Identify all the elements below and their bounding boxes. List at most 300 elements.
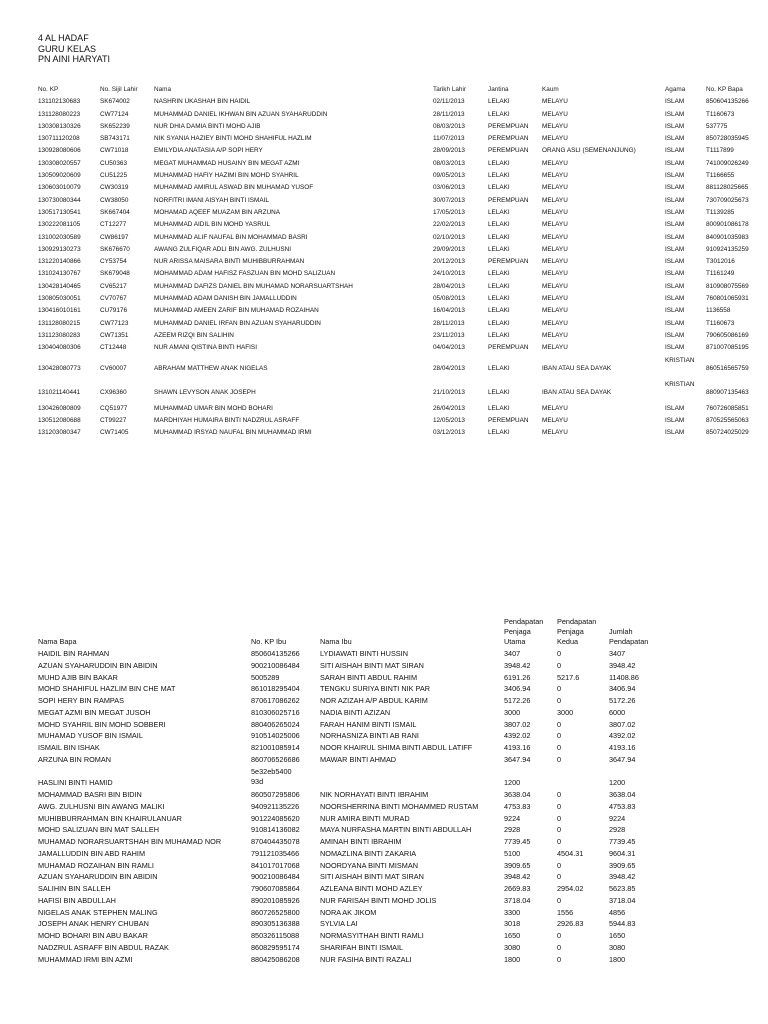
cell-kaum: MELAYU: [542, 122, 568, 130]
cell-no-kp-bapa: T1139285: [706, 208, 735, 216]
table-row: [0, 649, 768, 661]
cell-no-kp: 130603010079: [38, 184, 81, 192]
cell-no-kp-ibu: 910514025006: [251, 731, 300, 741]
cell-nama-bapa: MOHD SALIZUAN BIN MAT SALLEH: [38, 825, 159, 835]
cell-pendapatan-kedua: 0: [557, 872, 562, 882]
cell-no-sijil-lahir: SK652239: [100, 122, 130, 130]
table-row: [0, 743, 768, 755]
cell-no-kp-bapa: T1166655: [706, 172, 735, 180]
cell-agama: ISLAM: [665, 98, 685, 106]
cell-no-kp-ibu: 910814136082: [251, 825, 300, 835]
cell-no-sijil-lahir: CW71405: [100, 429, 129, 437]
cell-nama-ibu: NORMASYITHAH BINTI RAMLI: [320, 931, 424, 940]
cell-nama-ibu: MAWAR BINTI AHMAD: [320, 754, 397, 764]
table-row: [0, 332, 768, 344]
cell-pendapatan-kedua: 5217.6: [557, 672, 580, 682]
table-row: [0, 357, 768, 381]
table-row: [0, 837, 768, 849]
cell-pendapatan-utama: 3018: [504, 919, 521, 929]
cell-nama-bapa: MUHAMMAD IRMI BIN AZMI: [38, 954, 133, 964]
cell-jumlah-pendapatan: 3638.04: [609, 790, 636, 799]
cell-tarikh-lahir: 08/03/2013: [433, 159, 465, 167]
cell-nama: MUHAMMAD HAFIY HAZIMI BIN MOHD SYAHRIL: [154, 172, 299, 180]
cell-jumlah-pendapatan: 1800: [609, 954, 626, 964]
table-row: [0, 849, 768, 861]
cell-kaum: MELAYU: [542, 221, 568, 229]
cell-no-kp: 130517130541: [38, 208, 81, 216]
cell-agama: ISLAM: [665, 319, 685, 327]
cell-pendapatan-kedua: 0: [557, 660, 562, 670]
cell-nama-bapa: ISMAIL BIN ISHAK: [38, 743, 100, 752]
cell-jantina: PEREMPUAN: [488, 135, 529, 143]
cell-pendapatan-utama: 3407: [504, 649, 521, 658]
header-tarikh-lahir: Tarikh Lahir: [433, 86, 467, 93]
cell-nama: MUHAMMAD DANIEL IRFAN BIN AZUAN SYAHARUDDIN: [154, 319, 321, 327]
cell-nama-bapa: MEGAT AZMI BIN MEGAT JUSOH: [38, 707, 151, 717]
cell-nama-bapa: MUHAMAD YUSOF BIN ISMAIL: [38, 731, 143, 741]
cell-kaum: MELAYU: [542, 98, 568, 106]
cell-jumlah-pendapatan: 3407: [609, 649, 626, 658]
cell-pendapatan-kedua: 3000: [557, 707, 574, 717]
cell-nama: MOHAMAD AQEEF MUAZAM BIN ARZUNA: [154, 208, 281, 216]
cell-pendapatan-kedua: 0: [557, 649, 562, 658]
cell-tarikh-lahir: 28/04/2013: [433, 282, 465, 290]
cell-pendapatan-kedua: 0: [557, 942, 562, 952]
table-row: [0, 320, 768, 332]
cell-kaum: MELAYU: [542, 172, 568, 180]
cell-nama-ibu: FARAH HANIM BINTI ISMAIL: [320, 719, 417, 729]
cell-no-kp: 131102130683: [38, 98, 81, 106]
cell-no-kp: 131123080283: [38, 331, 81, 339]
cell-nama-bapa: SALIHIN BIN SALLEH: [38, 884, 111, 893]
cell-tarikh-lahir: 21/10/2013: [433, 388, 465, 396]
cell-nama-bapa: HAFISI BIN ABDULLAH: [38, 895, 116, 905]
cell-pendapatan-kedua: 4504.31: [557, 848, 584, 858]
cell-nama-bapa: NIGELAS ANAK STEPHEN MALING: [38, 907, 158, 917]
cell-no-sijil-lahir: CW86197: [100, 233, 129, 241]
cell-no-kp: 130308130326: [38, 122, 81, 130]
cell-pendapatan-utama: 9224: [504, 813, 521, 823]
cell-kaum: MELAYU: [542, 196, 568, 204]
cell-tarikh-lahir: 03/06/2013: [433, 184, 465, 192]
table-row: [0, 919, 768, 931]
cell-pendapatan-kedua: 2954.02: [557, 884, 584, 893]
class-name: 4 AL HADAF: [38, 33, 89, 43]
table-row: [0, 307, 768, 319]
table-row: [0, 295, 768, 307]
cell-jantina: LELAKI: [488, 331, 510, 339]
cell-jumlah-pendapatan: 6000: [609, 707, 626, 717]
table-row: [0, 111, 768, 123]
cell-nama-ibu: AZLEANA BINTI MOHD AZLEY: [320, 884, 423, 893]
header-no-kp-ibu: No. KP Ibu: [251, 637, 287, 646]
cell-tarikh-lahir: 09/05/2013: [433, 172, 465, 180]
cell-jantina: PEREMPUAN: [488, 344, 529, 352]
table-row: [0, 943, 768, 955]
cell-agama: ISLAM: [665, 295, 685, 303]
cell-jantina: LELAKI: [488, 388, 510, 396]
cell-no-sijil-lahir: CW30319: [100, 184, 129, 192]
cell-nama-bapa: SOPI HERY BIN RAMPAS: [38, 696, 124, 705]
parents-table: [0, 613, 768, 966]
cell-no-kp-ibu: 900210086484: [251, 872, 300, 882]
cell-pendapatan-utama: 3718.04: [504, 895, 531, 905]
cell-pendapatan-utama: 4392.02: [504, 731, 531, 741]
cell-pendapatan-kedua: 0: [557, 743, 562, 752]
cell-nama-ibu: NUR FARISAH BINTI MOHD JOLIS: [320, 895, 437, 905]
table-row: [0, 429, 768, 441]
cell-kaum: MELAYU: [542, 159, 568, 167]
cell-pendapatan-kedua: 0: [557, 837, 562, 846]
table-row: [0, 802, 768, 814]
cell-no-sijil-lahir: CV65217: [100, 282, 127, 290]
cell-no-kp: 130509020609: [38, 172, 81, 180]
cell-jantina: LELAKI: [488, 364, 510, 372]
cell-nama: MUHAMMAD IRSYAD NAUFAL BIN MUHAMMAD IRMI: [154, 429, 312, 437]
cell-no-kp-ibu: 890201085926: [251, 895, 300, 905]
cell-kaum: MELAYU: [542, 319, 568, 327]
header-jantina: Jantina: [488, 86, 509, 93]
cell-no-kp: 131203080347: [38, 429, 81, 437]
cell-agama: ISLAM: [665, 307, 685, 315]
table-row: [0, 720, 768, 732]
cell-nama: NUR DHIA DAMIA BINTI MOHD AJIB: [154, 122, 261, 130]
cell-no-sijil-lahir: CX96360: [100, 388, 127, 396]
cell-nama-ibu: LYDIAWATI BINTI HUSSIN: [320, 649, 408, 658]
cell-no-kp-bapa: 881128025665: [706, 184, 749, 192]
cell-nama-bapa: NADZRUL ASRAFF BIN ABDUL RAZAK: [38, 942, 169, 952]
cell-nama-bapa: HASLINI BINTI HAMID: [38, 777, 113, 787]
cell-no-sijil-lahir: SK676670: [100, 245, 130, 253]
cell-no-kp: 131021140441: [38, 388, 81, 396]
cell-jumlah-pendapatan: 3807.02: [609, 719, 636, 729]
cell-kaum: MELAYU: [542, 404, 568, 412]
cell-agama: ISLAM: [665, 416, 685, 424]
cell-nama-bapa: MUHAMAD ROZAIHAN BIN RAMLI: [38, 860, 154, 870]
cell-no-kp: 131002030589: [38, 233, 81, 241]
table-row: [0, 896, 768, 908]
cell-jumlah-pendapatan: 11408.86: [609, 672, 639, 682]
cell-nama: EMILYDIA ANATASIA A/P SOPI HERY: [154, 147, 263, 155]
cell-no-kp-ibu: 860507295806: [251, 790, 300, 799]
cell-jumlah-pendapatan: 3909.65: [609, 860, 636, 870]
header-no-sijil-lahir: No. Sijil Lahir: [100, 86, 138, 93]
cell-pendapatan-kedua: 0: [557, 754, 562, 764]
table-row: [0, 755, 768, 767]
cell-agama: ISLAM: [665, 122, 685, 130]
cell-tarikh-lahir: 16/04/2013: [433, 307, 465, 315]
table-row: [0, 258, 768, 270]
cell-agama: ISLAM: [665, 159, 685, 167]
cell-no-sijil-lahir: CQ51977: [100, 404, 128, 412]
cell-no-kp-bapa: 871007085195: [706, 344, 749, 352]
cell-nama-bapa: ARZUNA BIN ROMAN: [38, 754, 111, 764]
cell-no-kp-ibu: 880406265024: [251, 719, 300, 729]
cell-no-sijil-lahir: CW71351: [100, 331, 129, 339]
cell-pendapatan-kedua: 0: [557, 825, 562, 835]
students-table-header: [0, 86, 768, 98]
cell-no-kp: 130428140465: [38, 282, 81, 290]
cell-no-kp-ibu: 791121035466: [251, 848, 300, 858]
cell-no-kp-bapa: 810908075569: [706, 282, 749, 290]
cell-jantina: PEREMPUAN: [488, 196, 529, 204]
cell-jantina: PEREMPUAN: [488, 416, 529, 424]
cell-jumlah-pendapatan: 7739.45: [609, 837, 636, 846]
cell-tarikh-lahir: 28/04/2013: [433, 364, 465, 372]
cell-no-kp-bapa: 870525565063: [706, 416, 749, 424]
cell-nama: MUHAMMAD AIDIL BIN MOHD YASRUL: [154, 221, 270, 229]
cell-no-sijil-lahir: CV70767: [100, 295, 127, 303]
cell-jantina: LELAKI: [488, 282, 510, 290]
cell-no-kp: 130428080773: [38, 364, 81, 372]
table-row: [0, 246, 768, 258]
cell-no-kp-bapa: T1161249: [706, 270, 735, 278]
teacher-name: PN AINI HARYATI: [38, 54, 111, 64]
table-row: [0, 405, 768, 417]
cell-pendapatan-utama: 1800: [504, 954, 521, 964]
table-row: [0, 98, 768, 110]
cell-nama-ibu: NOORDYANA BINTI MISMAN: [320, 860, 418, 870]
cell-jantina: LELAKI: [488, 245, 510, 253]
cell-nama-ibu: NUR AMIRA BINTI MURAD: [320, 813, 410, 823]
cell-kaum: MELAYU: [542, 429, 568, 437]
cell-no-kp: 130426080809: [38, 404, 81, 412]
cell-jumlah-pendapatan: 3948.42: [609, 872, 636, 882]
cell-pendapatan-utama: 3300: [504, 907, 521, 917]
table-row: [0, 708, 768, 720]
cell-jantina: LELAKI: [488, 110, 510, 118]
table-row: [0, 884, 768, 896]
cell-nama-ibu: NOR AZIZAH A/P ABDUL KARIM: [320, 696, 428, 705]
cell-kaum: MELAYU: [542, 184, 568, 192]
cell-nama: MARDHIYAH HUMAIRA BINTI NADZRUL ASRAFF: [154, 416, 300, 424]
table-row: [0, 147, 768, 159]
cell-nama-ibu: NORHASNIZA BINTI AB RANI: [320, 731, 419, 741]
cell-no-kp-bapa: 850724025029: [706, 429, 749, 437]
table-row: [0, 234, 768, 246]
cell-nama-ibu: NUR FASIHA BINTI RAZALI: [320, 954, 412, 964]
cell-no-kp-bapa: 840901035983: [706, 233, 749, 241]
table-row: [0, 197, 768, 209]
cell-jantina: PEREMPUAN: [488, 147, 529, 155]
cell-pendapatan-utama: 2669.83: [504, 884, 531, 893]
cell-tarikh-lahir: 11/07/2013: [433, 135, 465, 143]
cell-nama-ibu: AMINAH BINTI IBRAHIM: [320, 837, 402, 846]
cell-no-kp-ibu: 860726525800: [251, 907, 300, 917]
cell-no-kp: 130711120208: [38, 135, 80, 143]
table-row: [0, 684, 768, 696]
cell-no-kp: 130929130273: [38, 245, 81, 253]
cell-tarikh-lahir: 23/11/2013: [433, 331, 465, 339]
table-row: [0, 184, 768, 196]
cell-tarikh-lahir: 29/09/2013: [433, 245, 465, 253]
cell-pendapatan-utama: 3647.94: [504, 754, 531, 764]
cell-tarikh-lahir: 02/11/2013: [433, 98, 465, 106]
cell-no-kp-ibu: 870404435078: [251, 837, 300, 846]
cell-nama-bapa: JAMALLUDDIN BIN ABD RAHIM: [38, 848, 146, 858]
cell-nama-ibu: NIK NORHAYATI BINTI IBRAHIM: [320, 790, 429, 799]
header-no-kp-bapa: No. KP Bapa: [706, 86, 743, 93]
cell-agama: ISLAM: [665, 258, 685, 266]
cell-agama: ISLAM: [665, 344, 685, 352]
cell-no-kp-bapa: 741009026249: [706, 159, 749, 167]
cell-no-kp-ibu: 5e32eb540093d: [251, 766, 292, 786]
cell-nama-ibu: NOMAZLINA BINTI ZAKARIA: [320, 848, 417, 858]
cell-pendapatan-kedua: 0: [557, 684, 562, 694]
cell-tarikh-lahir: 12/05/2013: [433, 416, 465, 424]
cell-no-kp: 131128080223: [38, 110, 81, 118]
cell-nama: MUHAMMAD UMAR BIN MOHD BOHARI: [154, 404, 273, 412]
cell-no-sijil-lahir: CU79176: [100, 307, 128, 315]
cell-no-kp: 130805030051: [38, 295, 81, 303]
cell-pendapatan-utama: 3638.04: [504, 790, 531, 799]
cell-pendapatan-kedua: 0: [557, 790, 562, 799]
cell-jantina: LELAKI: [488, 221, 510, 229]
cell-jantina: PEREMPUAN: [488, 122, 529, 130]
header-nama-bapa: Nama Bapa: [38, 637, 77, 646]
cell-agama: ISLAM: [665, 208, 685, 216]
cell-kaum: IBAN ATAU SEA DAYAK: [542, 364, 612, 372]
table-row: [0, 209, 768, 221]
table-row: [0, 931, 768, 943]
cell-tarikh-lahir: 28/09/2013: [433, 147, 465, 155]
cell-no-kp-bapa: T1160673: [706, 110, 735, 118]
cell-jantina: LELAKI: [488, 233, 510, 241]
header-no-kp: No. KP: [38, 86, 59, 93]
cell-jumlah-pendapatan: 9224: [609, 813, 626, 823]
cell-no-sijil-lahir: CT12448: [100, 344, 127, 352]
cell-no-sijil-lahir: CU51225: [100, 172, 128, 180]
cell-agama: KRISTIAN: [665, 356, 695, 364]
table-row: [0, 673, 768, 685]
table-row: [0, 344, 768, 356]
cell-kaum: ORANG ASLI (SEMENANJUNG): [542, 147, 636, 155]
cell-nama: MOHAMMAD ADAM HAFISZ FASZUAN BIN MOHD SALIZUAN: [154, 270, 336, 278]
cell-tarikh-lahir: 28/11/2013: [433, 110, 465, 118]
cell-no-kp: 130222081105: [38, 221, 81, 229]
cell-jumlah-pendapatan: 5944.83: [609, 919, 636, 929]
cell-pendapatan-kedua: 2926.83: [557, 919, 584, 929]
cell-jantina: LELAKI: [488, 270, 510, 278]
cell-no-sijil-lahir: SK674002: [100, 98, 130, 106]
cell-no-kp-ibu: 861018295404: [251, 684, 300, 694]
cell-pendapatan-kedua: 0: [557, 731, 562, 741]
cell-jumlah-pendapatan: 5623.85: [609, 884, 636, 893]
cell-no-kp-bapa: T3012016: [706, 258, 735, 266]
cell-no-kp-bapa: 1136558: [706, 307, 731, 315]
cell-kaum: MELAYU: [542, 344, 568, 352]
cell-agama: ISLAM: [665, 270, 685, 278]
cell-tarikh-lahir: 05/08/2013: [433, 295, 465, 303]
table-row: [0, 123, 768, 135]
cell-agama: ISLAM: [665, 184, 685, 192]
cell-nama-bapa: MOHD SYAHRIL BIN MOHD SOBBERI: [38, 719, 166, 729]
cell-nama-ibu: SITI AISHAH BINTI MAT SIRAN: [320, 660, 424, 670]
cell-no-kp: 131220140866: [38, 258, 81, 266]
cell-no-kp-bapa: 730709025673: [706, 196, 749, 204]
cell-pendapatan-utama: 1200: [504, 777, 521, 787]
cell-jumlah-pendapatan: 3406.94: [609, 684, 636, 694]
cell-no-sijil-lahir: SK667404: [100, 208, 130, 216]
cell-pendapatan-utama: 4753.83: [504, 801, 531, 811]
cell-jumlah-pendapatan: 2928: [609, 825, 626, 835]
cell-pendapatan-kedua: 0: [557, 895, 562, 905]
header-agama: Agama: [665, 86, 686, 93]
cell-nama-bapa: AZUAN SYAHARUDDIN BIN ABIDIN: [38, 660, 158, 670]
cell-no-kp-ibu: 880425086208: [251, 954, 300, 964]
cell-pendapatan-utama: 5172.26: [504, 696, 531, 705]
cell-no-kp: 130308020557: [38, 159, 81, 167]
students-table: [0, 86, 768, 441]
cell-agama: ISLAM: [665, 245, 685, 253]
cell-no-kp-bapa: 860516565759: [706, 364, 749, 372]
cell-agama: ISLAM: [665, 147, 685, 155]
cell-jumlah-pendapatan: 5172.26: [609, 696, 636, 705]
class-header: [38, 33, 110, 65]
cell-nama-ibu: NOOR KHAIRUL SHIMA BINTI ABDUL LATIFF: [320, 743, 473, 752]
cell-no-kp-ibu: 900210086484: [251, 660, 300, 670]
cell-nama: AZEEM RIZQI BIN SALIHIN: [154, 331, 234, 339]
cell-no-kp-ibu: 790607085864: [251, 884, 300, 893]
cell-agama: ISLAM: [665, 429, 685, 437]
cell-nama-bapa: AWG. ZULHUSNI BIN AWANG MALIKI: [38, 801, 165, 811]
cell-agama: ISLAM: [665, 233, 685, 241]
cell-tarikh-lahir: 08/03/2013: [433, 122, 465, 130]
table-row: [0, 767, 768, 791]
cell-tarikh-lahir: 26/04/2013: [433, 404, 465, 412]
cell-tarikh-lahir: 28/11/2013: [433, 319, 465, 327]
cell-agama: ISLAM: [665, 221, 685, 229]
cell-jantina: LELAKI: [488, 429, 510, 437]
table-row: [0, 160, 768, 172]
cell-no-sijil-lahir: CT12277: [100, 221, 127, 229]
table-row: [0, 731, 768, 743]
header-jumlah-pendapatan: Jumlah Pendapatan: [609, 627, 649, 646]
cell-nama: NUR AMANI QISTINA BINTI HAFISI: [154, 344, 257, 352]
table-row: [0, 283, 768, 295]
cell-no-kp: 131024130767: [38, 270, 81, 278]
cell-agama: ISLAM: [665, 110, 685, 118]
cell-nama-bapa: MUHIBBURRAHMAN BIN KHAIRULANUAR: [38, 813, 182, 823]
cell-pendapatan-kedua: 0: [557, 719, 562, 729]
cell-no-sijil-lahir: CU50363: [100, 159, 128, 167]
cell-nama-bapa: MOHD SHAHIFUL HAZLIM BIN CHE MAT: [38, 684, 176, 694]
cell-no-kp-ibu: 841017017068: [251, 860, 300, 870]
cell-nama-bapa: HAIDIL BIN RAHMAN: [38, 649, 110, 658]
cell-kaum: MELAYU: [542, 270, 568, 278]
cell-pendapatan-utama: 5100: [504, 848, 521, 858]
header-pendapatan-kedua: Pendapatan Penjaga Kedua: [557, 617, 597, 646]
cell-tarikh-lahir: 24/10/2013: [433, 270, 465, 278]
cell-no-kp-bapa: 790605086169: [706, 331, 749, 339]
cell-no-kp-ibu: 940921135226: [251, 801, 300, 811]
cell-nama-bapa: AZUAN SYAHARUDDIN BIN ABIDIN: [38, 872, 158, 882]
cell-jantina: LELAKI: [488, 295, 510, 303]
cell-pendapatan-utama: 3909.65: [504, 860, 531, 870]
cell-no-sijil-lahir: CT99227: [100, 416, 127, 424]
cell-nama-ibu: NOORSHERRINA BINTI MOHAMMED RUSTAM: [320, 801, 479, 811]
cell-no-sijil-lahir: SK679048: [100, 270, 130, 278]
cell-jumlah-pendapatan: 3948.42: [609, 660, 636, 670]
cell-no-kp-ibu: 850604135266: [251, 649, 300, 658]
header-nama-ibu: Nama Ibu: [320, 637, 352, 646]
cell-kaum: MELAYU: [542, 233, 568, 241]
cell-kaum: MELAYU: [542, 245, 568, 253]
cell-jantina: LELAKI: [488, 172, 510, 180]
cell-kaum: MELAYU: [542, 416, 568, 424]
cell-agama: ISLAM: [665, 404, 685, 412]
cell-kaum: MELAYU: [542, 135, 568, 143]
